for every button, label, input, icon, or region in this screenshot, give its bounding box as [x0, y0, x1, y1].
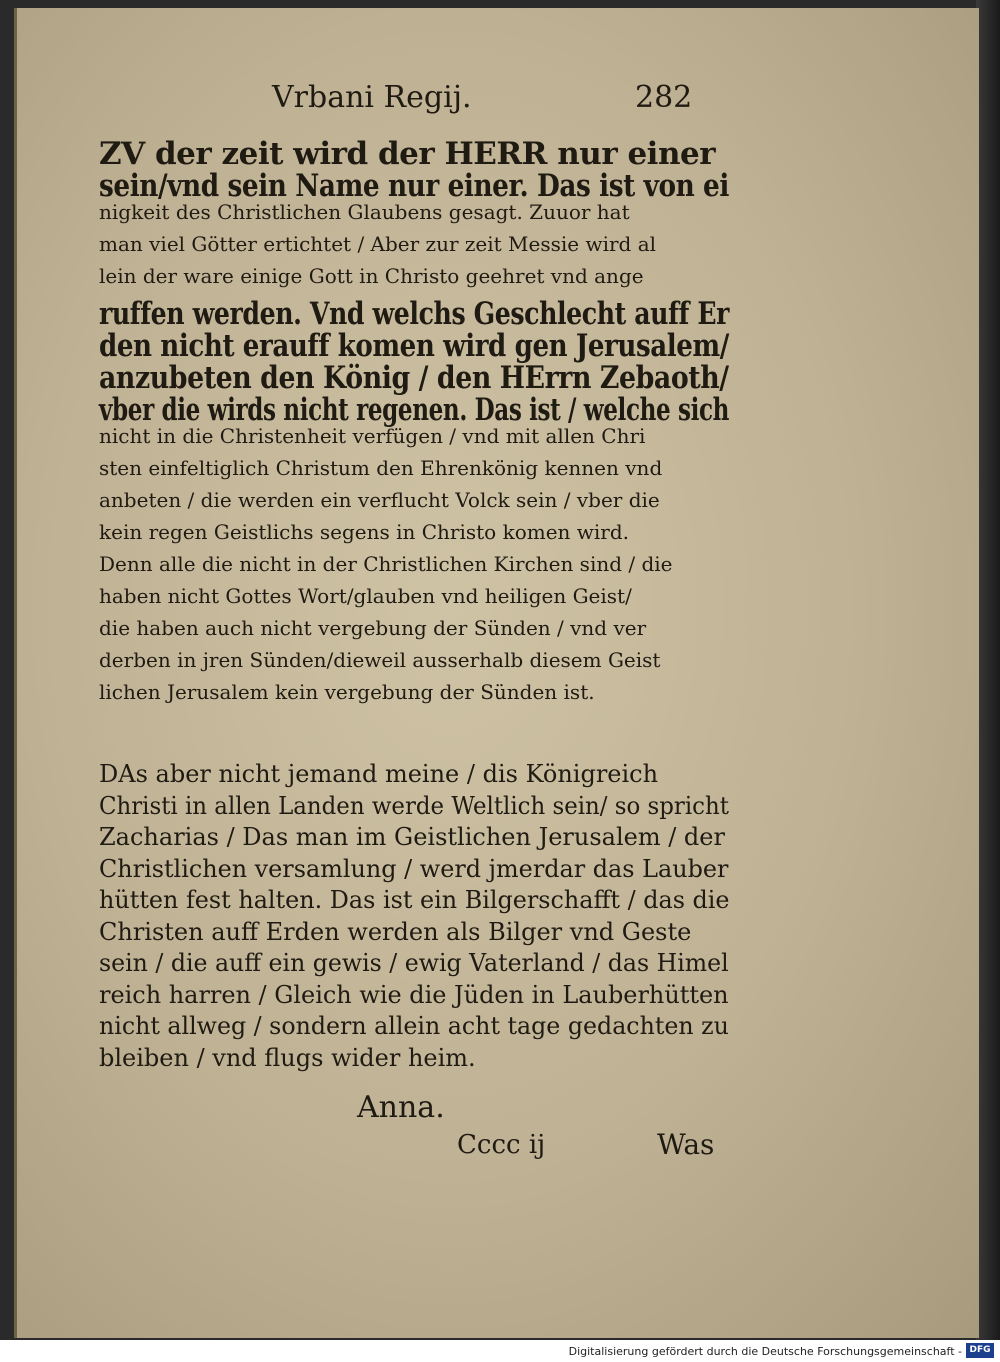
text-line: sein / die auff ein gewis / ewig Vaterland / das Himel: [99, 949, 729, 977]
text-line: nicht in die Christenheit verfügen / vnd mit allen Chri: [99, 424, 646, 448]
page-number: 282: [635, 80, 693, 115]
scan-edge: [976, 0, 1000, 1340]
signature-mark: Cccc ij: [457, 1130, 546, 1160]
text-line: hütten fest halten. Das ist ein Bilgerschafft / das die: [99, 886, 730, 914]
text-line: anbeten / die werden ein verflucht Volck sein / vber die: [99, 488, 660, 512]
text-line: reich harren / Gleich wie die Jüden in Lauberhütten: [99, 980, 729, 1009]
text-line: lichen Jerusalem kein vergebung der Sünden ist.: [99, 680, 595, 704]
text-line: Denn alle die nicht in der Christlichen Kirchen sind / die: [99, 552, 673, 576]
footer-credit: Digitalisierung gefördert durch die Deutsche Forschungsgemeinschaft -: [568, 1345, 962, 1358]
text-line: DAs aber nicht jemand meine / dis Königreich: [99, 760, 659, 788]
section-heading: Anna.: [357, 1090, 445, 1125]
text-line: vber die wirds nicht regenen. Das ist / welche sich: [99, 392, 730, 428]
text-line: man viel Götter ertichtet / Aber zur zeit Messie wird al: [99, 232, 657, 256]
footer: [0, 1340, 1000, 1362]
text-line: ruffen werden. Vnd welchs Geschlecht auff Er: [99, 296, 729, 332]
text-line: Christi in allen Landen werde Weltlich sein/ so spricht: [99, 791, 729, 820]
text-line: bleiben / vnd flugs wider heim.: [99, 1043, 476, 1072]
text-line: den nicht erauff komen wird gen Jerusalem/: [99, 328, 729, 364]
text-line: nicht allweg / sondern allein acht tage gedachten zu: [99, 1012, 729, 1040]
text-line: kein regen Geistlichs segens in Christo komen wird.: [99, 520, 630, 544]
catchword: Was: [657, 1128, 715, 1161]
text-line: Zacharias / Das man im Geistlichen Jerusalem / der: [99, 823, 725, 851]
running-title: Vrbani Regij.: [272, 80, 472, 115]
text-line: haben nicht Gottes Wort/glauben vnd heiligen Geist/: [99, 584, 632, 608]
text-line: anzubeten den König / den HErrn Zebaoth/: [99, 360, 729, 396]
text-line: nigkeit des Christlichen Glaubens gesagt. Zuuor hat: [99, 200, 630, 224]
text-line: sein/vnd sein Name nur einer. Das ist von ei: [99, 168, 729, 204]
book-page: [14, 8, 979, 1338]
text-line: sten einfeltiglich Christum den Ehrenkönig kennen vnd: [99, 456, 663, 480]
text-line: ZV der zeit wird der HERR nur einer: [99, 136, 716, 172]
text-line: derben in jren Sünden/dieweil ausserhalb diesem Geist: [99, 648, 661, 672]
dfg-logo: DFG: [966, 1343, 994, 1358]
text-line: lein der ware einige Gott in Christo geehret vnd ange: [99, 264, 644, 288]
text-line: Christen auff Erden werden als Bilger vnd Geste: [99, 917, 692, 946]
text-line: die haben auch nicht vergebung der Sünden / vnd ver: [99, 616, 647, 640]
text-line: Christlichen versamlung / werd jmerdar das Lauber: [99, 854, 729, 883]
